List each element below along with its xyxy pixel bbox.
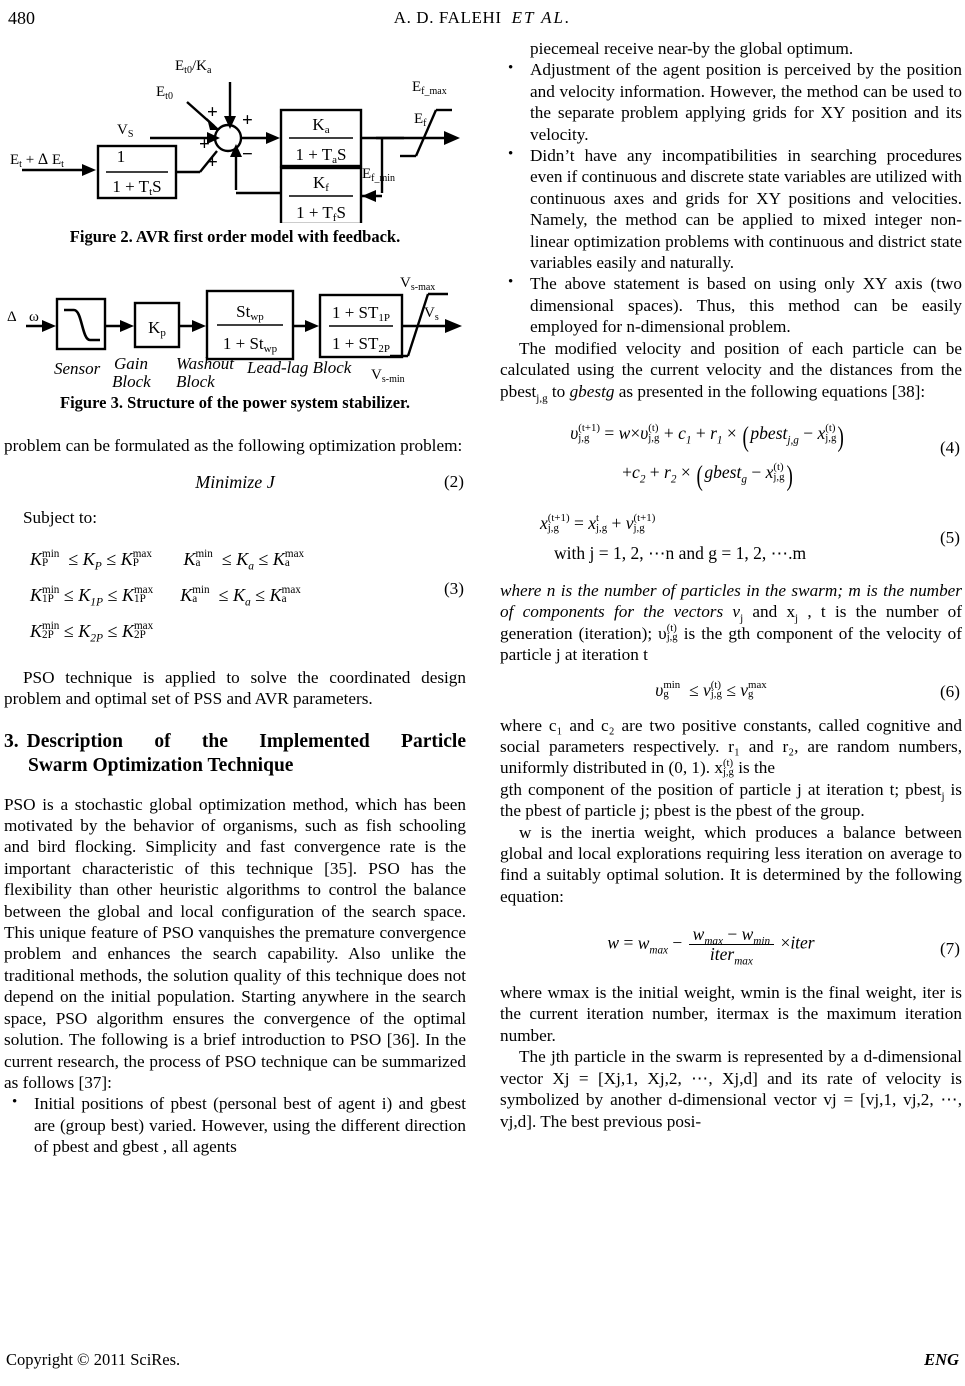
para-where-c-supsub: (t) j,g — [722, 757, 734, 778]
para-pso-applied: PSO technique is applied to solve the coordinated design problem and optimal set of PSS and AVR parameters. — [4, 667, 466, 709]
equation-4-number: (4) — [939, 437, 960, 457]
equation-3 — [4, 541, 466, 649]
equation-6-body: υ min g ≤ v (t) j,g ≤ v max g — [655, 678, 767, 701]
figure-3 — [4, 269, 466, 413]
equation-3-line-1: K min P ≤ $K_P \le K$ max P K min a ≤ $K_a \le K$ max a — [30, 547, 305, 573]
section-3-line-2: Swarm Optimization Technique — [28, 754, 294, 776]
para-modified-c: gbestg — [569, 381, 615, 401]
journal-abbreviation: ENG — [924, 1350, 959, 1369]
equation-5-number: (5) — [939, 527, 960, 547]
fig3-label-vsmax: $V_{s-max}$ — [400, 275, 436, 293]
section-3-heading — [4, 730, 466, 778]
fig2-block2-num: Ka — [312, 115, 330, 136]
fig3-label-washout-1: Washout — [176, 354, 234, 373]
equation-2 — [4, 472, 466, 493]
para-where-w: where wmax is the initial weight, wmin is the final weight, iter is the current iteration number, itermax is the maximum iteration number. — [500, 983, 962, 1045]
equation-6-number: (6) — [939, 681, 960, 701]
fig2-plus-3: + — [199, 134, 210, 155]
equation-3-body — [4, 541, 466, 649]
list-item: • Initial positions of pbest (personal best of agent i) and gbest are (group best) varied. However, using the different direction of pbest and gbest , all agents — [4, 1093, 466, 1157]
fig3-washout-num: Stwp — [236, 302, 264, 323]
page-footer — [6, 1350, 959, 1370]
figure-2-diagram — [4, 38, 466, 223]
fig3-label-vs: $V_s$ — [424, 305, 439, 323]
section-3-number: 3. — [4, 730, 19, 752]
para-jth-particle: The jth particle in the swarm is represented by a d-dimensional vector Xj = [Xj,1, Xj,2, ⋯, Xj,d] and its rate of velocity is symbolized by another d-dimensional vector vj = [vj,1, vj,2, ⋯, vj,d]. The best previous posi- — [500, 1047, 962, 1131]
equation-5-line-2: with j = 1, 2, ⋯n and g = 1, 2, ⋯.m — [554, 542, 807, 563]
fig3-gain-k: Kp — [148, 318, 166, 339]
right-column — [500, 38, 962, 1132]
fig2-block3-den: 1 + TfS — [296, 203, 346, 223]
left-column — [4, 38, 466, 1158]
running-head — [0, 6, 965, 30]
fig3-label-omega: ω — [29, 309, 39, 325]
para-formulate: problem can be formulated as the following optimization problem: — [4, 436, 463, 455]
para-where-n-b: and x — [743, 602, 796, 622]
list-item: • Didn’t have any incompatibilities in searching procedures even if continuous and discrete state variables are utilized with continuous axes and grids for XY positions and velocities. Namely, the method can be applied to mixed integer non-linear optimization problems with continuous and district state variables easily and naturally. — [500, 145, 962, 273]
equation-5 — [500, 508, 962, 568]
fig2-label-input: $E_t + \Delta$ $E_t$ — [10, 151, 64, 170]
para-modified-velocity — [500, 338, 962, 402]
fig3-leadlag-den: 1 + ST2P — [331, 334, 391, 355]
equation-5-body — [500, 508, 962, 568]
equation-5-line-1: x (t+1) j,g = x t j,g + v (t+1) j,g — [540, 512, 656, 534]
equation-4 — [500, 416, 962, 494]
fig3-label-vsmin: $V_{s-min}$ — [371, 367, 405, 385]
para-where-c-sub: j — [941, 790, 945, 803]
para-where-c-cont — [500, 779, 962, 822]
equation-3-line-2: K min 1P ≤ $K_{1P} \le K$ max 1P K min a ≤ $K_a \le K$ max a — [30, 583, 301, 609]
figure-2-caption: Figure 2. AVR first order model with feedback. — [69, 227, 401, 246]
fig2-label-ef: $E_f$ — [414, 111, 427, 129]
equation-7 — [500, 924, 962, 968]
para-pso-intro: PSO is a stochastic global optimization method, which has been motivated by the behavior of organisms, such as fish schooling and bird flocking. Simplicity and fast convergence rate is the important characteristic of this technique [35]. PSO has the flexibility than other heuristic algorithms to control the balance between the global and local configuration of the search space. This unique feature of PSO vanquishes the premature convergence problem and enhances the search capability. Also unlike the traditional methods, the solution quality of this technique does not depend on the initial population. Starting anywhere in the search space, PSO algorithm ensures the convergence of the optimal solution. The following is a brief introduction to PSO [36]. In the current research, the process of PSO technique can be summarized as follows [37]: — [4, 794, 466, 1092]
fig3-label-sensor: Sensor — [54, 359, 101, 378]
figure-3-diagram — [4, 269, 466, 389]
pso-bullet-list-left — [4, 1093, 466, 1157]
equation-3-line-3: K min 2P ≤ $K_{2P} \le K$ max 2P — [30, 619, 154, 645]
fig2-block1-num: 1 — [116, 147, 126, 166]
equation-3-number: (3) — [443, 578, 464, 598]
fig3-washout-den: 1 + Stwp — [222, 334, 278, 355]
fig3-label-washout-2: Block — [176, 372, 215, 389]
fig2-block3-num: Kf — [313, 173, 329, 194]
para-where-c-c: is the pbest of particle j; pbest is the pbest of the group. — [500, 779, 962, 821]
para-where-n — [500, 580, 962, 666]
fig2-plus-4: + — [207, 152, 218, 173]
fig2-label-ef-min: $E_{f\_min}$ — [362, 166, 396, 184]
equation-7-body: $w = w_{max}$ − $\frac{w_{max} - w_{min}}{iter_{max}}$ ×iter — [607, 924, 815, 968]
para-where-n-sub2: j — [795, 612, 799, 625]
section-3-line-1: Description of the Implemented Particle — [26, 730, 466, 752]
equation-2-text: Minimize J — [195, 472, 275, 493]
para-where-n-d: is the gth component of the velocity of particle j at iteration t — [500, 623, 962, 665]
running-title-authors: A. D. FALEHI — [393, 8, 502, 27]
para-where-n-a: where n is the number of particles in the swarm; m is the number of components for the vectors v — [500, 580, 962, 622]
para-modified-a: The modified velocity and position of each particle can be calculated using the current velocity and the distances from the pbest — [500, 338, 962, 401]
fig2-plus-1: + — [207, 102, 218, 123]
para-where-n-c: , t is the number of generation (iteration); υ — [500, 602, 962, 643]
equation-4-line-1: υ (t+1) j,g = w×υ (t) j,g + $c_1 + r_1$ × (pbest$_{j,g}$ − x (t) j,g ) — [570, 421, 845, 453]
para-modified-d: as presented in the following equations [38]: — [614, 381, 926, 401]
para-where-c-a: where c₁ and c₂ are two positive constants, called cognitive and social parameters respectively. r₁ and r₂, are random numbers, uniformly distributed in (0, 1). x — [500, 715, 962, 778]
para-modified-sub: j,g — [536, 391, 548, 404]
para-where-n-sub1: j — [740, 612, 744, 625]
running-title — [0, 6, 965, 30]
fig3-label-gain-2: Block — [112, 372, 151, 389]
list-item: • The above statement is based on using only XY axis (two dimensional spaces). Thus, this method can be easily employed for n-dimensional problem. — [500, 273, 962, 337]
fig3-label-leadlag: Lead-lag Block — [247, 358, 352, 377]
para-where-n-supsub: (t) j,g — [666, 623, 678, 644]
fig3-leadlag-num: 1 + ST1P — [331, 303, 391, 324]
para-bullet1-continuation: piecemeal receive near-by the global optimum. — [530, 39, 854, 58]
fig3-label-delta: Δ — [7, 309, 17, 325]
fig2-label-ef-max: $E_{f\_max}$ — [412, 79, 447, 97]
fig2-minus: − — [242, 144, 253, 165]
fig2-block2-den: 1 + TaS — [295, 145, 347, 166]
running-title-etal: ET AL. — [511, 8, 572, 27]
fig2-plus-2: + — [242, 110, 253, 131]
fig2-label-et0: $E_{t0}$ — [156, 84, 173, 102]
fig3-label-gain-1: Gain — [114, 354, 148, 373]
fig2-label-vs: $V_S$ — [117, 122, 134, 140]
para-where-c-b: gth component of the position of particle j at iteration t; pbest — [500, 779, 942, 799]
para-modified-b: to — [547, 381, 570, 401]
equation-7-number: (7) — [939, 939, 960, 959]
equation-6 — [500, 680, 962, 701]
list-item: • Adjustment of the agent position is perceived by the position and velocity information. However, the method can be used to the separate problem applying grids for XY position and its velocity. — [500, 59, 962, 145]
pso-bullet-list-right — [500, 59, 962, 337]
page-number: 480 — [8, 8, 35, 28]
para-inertia-weight: w is the inertia weight, which produces a balance between global and local explorations requiring less iteration on average to find a suitably optimal solution. It is determined by the following equation: — [500, 822, 962, 906]
copyright-notice: Copyright © 2011 SciRes. — [6, 1350, 181, 1369]
subject-to-label: Subject to: — [23, 508, 97, 528]
figure-3-caption: Figure 3. Structure of the power system stabilizer. — [60, 393, 410, 412]
fig2-label-et0-ka: $E_{t0}/K_a$ — [175, 58, 212, 76]
fig2-block1-den: 1 + TtS — [112, 177, 162, 198]
para-where-c: where c₁ and c₂ are two positive constants, called cognitive and social parameters respectively. r₁ and r₂, are random numbers, uniformly distributed in (0, 1). x (t) j,g is the — [500, 715, 962, 778]
equation-4-line-2: $+c_2 + r_2$ × (gbest$_g$ − x (t) j,g ) — [622, 460, 793, 492]
equation-4-body — [500, 416, 962, 494]
equation-2-number: (2) — [443, 472, 464, 492]
figure-2 — [4, 38, 466, 247]
